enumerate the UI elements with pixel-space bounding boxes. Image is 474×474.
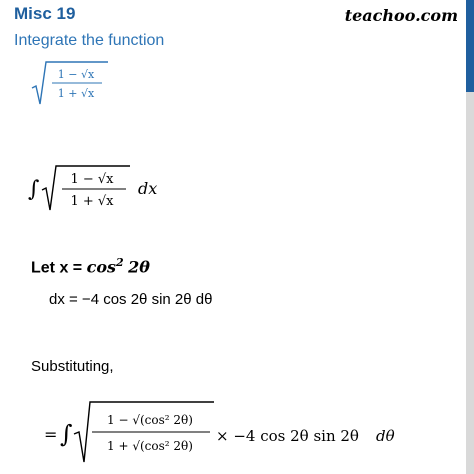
cos-term: cos: [86, 257, 117, 277]
problem-function: [30, 58, 110, 108]
final-numerator: 1 − √(cos² 2θ): [107, 413, 193, 427]
angle-term: 2θ: [128, 257, 150, 277]
dx-term: dx: [138, 179, 158, 198]
integral-numerator: 1 − √x: [70, 172, 114, 187]
page-title: Misc 19: [14, 4, 76, 23]
dtheta-term: dθ: [376, 427, 395, 445]
integral-sign: ∫: [60, 420, 73, 448]
substitution-line: [31, 256, 150, 277]
let-label: Let x =: [31, 259, 83, 277]
sidebar-accent: [466, 0, 474, 92]
brand-logo: teachoo.com: [344, 6, 458, 25]
power: 2: [116, 256, 124, 269]
integral-denominator: 1 + √x: [70, 194, 114, 209]
multiplier-term: × −4 cos 2θ sin 2θ: [216, 427, 359, 445]
differential-line: dx = −4 cos 2θ sin 2θ dθ: [49, 291, 213, 308]
substituted-integral: [30, 396, 450, 470]
problem-statement: Integrate the function: [14, 32, 165, 49]
substituting-label: Substituting,: [31, 358, 114, 375]
equals-sign: =: [44, 425, 58, 444]
problem-denominator: 1 + √x: [57, 87, 95, 100]
integral-sign: ∫: [28, 177, 40, 202]
problem-numerator: 1 − √x: [57, 68, 95, 81]
final-denominator: 1 + √(cos² 2θ): [107, 439, 193, 453]
integral-expression: [26, 160, 176, 220]
